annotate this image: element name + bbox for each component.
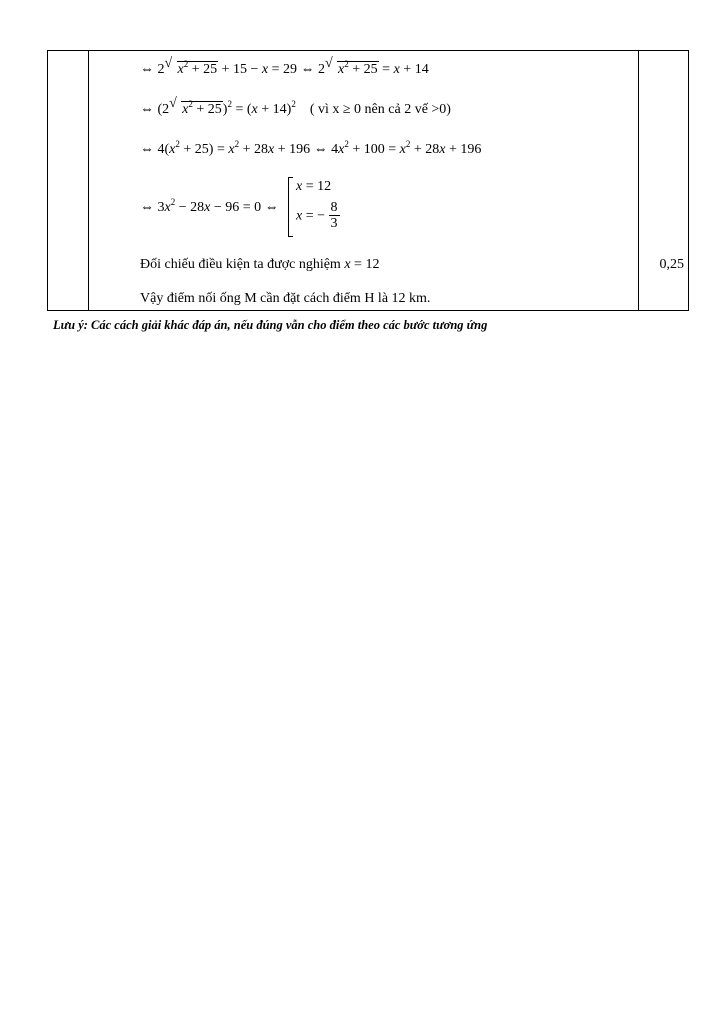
column-divider <box>638 51 639 310</box>
equation-line-4: ⇔ $3x^2 - 28x - 96 = 0$ ⇔ <box>140 197 279 215</box>
check-text: Đối chiếu điều kiện ta được nghiệm <box>140 257 341 272</box>
conclusion-line <box>140 291 430 307</box>
fraction-denominator: 3 <box>330 216 338 231</box>
fraction-numerator: 8 <box>330 200 338 215</box>
solution-case-2: x = − $\frac{8}{3}$ <box>296 200 338 231</box>
equation-line-2: ⇔ (2 √ $x^2 + 25)^2 = (x + 14)^2$ ( vì x ≥ 0 nên cả 2 vế >0) <box>140 96 451 117</box>
footnote: Lưu ý: Các cách giải khác đáp án, nếu đúng vẫn cho điểm theo các bước tương ứng <box>53 318 488 332</box>
equation-line-1: ⇔ 2 √ $x^2 + 25 + 15 - x = 29$ ⇔ 2 √ $x^2 + 25 = x + 14$ <box>140 56 429 77</box>
solution-case-1: x = 12 <box>296 179 332 194</box>
conclusion-text: Vậy điểm nối ống M cần đặt cách điểm H là 12 km. <box>140 291 431 306</box>
column-divider <box>88 51 89 310</box>
check-line: Đối chiếu điều kiện ta được nghiệm x = 12 <box>140 257 380 272</box>
system-bracket <box>288 177 293 237</box>
equation-2-note: ( vì x ≥ 0 nên cả 2 vế >0) <box>309 102 451 117</box>
equation-line-3: ⇔ $4(x^2 + 25) = x^2 + 28x + 196$ ⇔ $4x^2 + 100 = x^2 + 28x + 196$ <box>140 139 482 157</box>
answer-table <box>47 50 689 311</box>
score-value: 0,25 <box>659 257 684 272</box>
